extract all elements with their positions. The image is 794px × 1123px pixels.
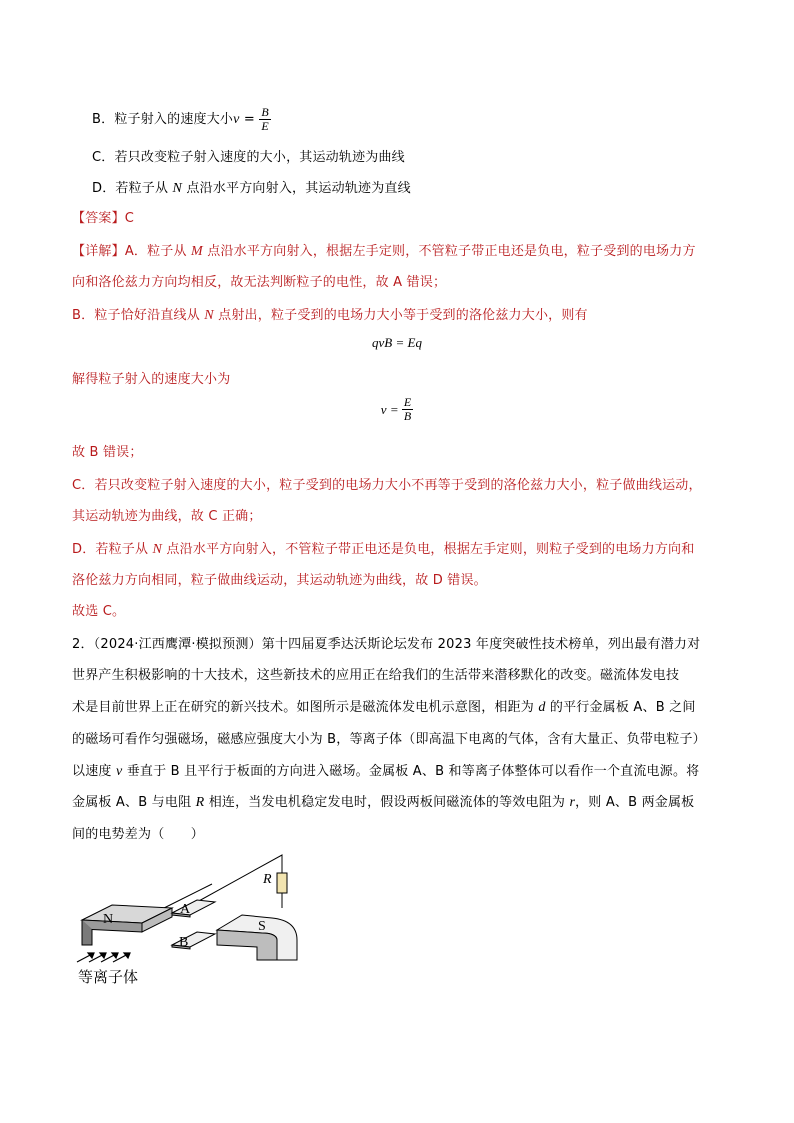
option-c: C．若只改变粒子射入速度的大小，其运动轨迹为曲线 [92, 150, 405, 165]
option-b [92, 106, 271, 133]
question2-line-4: 的磁场可看作匀强磁场，磁感应强度大小为 B，等离子体（即高温下电离的气体，含有大量正、负带电粒子） [72, 732, 706, 747]
detail-b-line-2: 解得粒子射入的速度大小为 [72, 372, 231, 387]
q2-text-2: 的平行金属板 A、B 之间 [545, 700, 696, 715]
question2-line-7: 间的电势差为（ ） [72, 827, 205, 842]
detail-a-var: M [191, 244, 203, 259]
option-d-text-2: 点沿水平方向射入，其运动轨迹为直线 [182, 181, 411, 196]
detail-b-var: N [204, 308, 214, 323]
option-d-text: D．若粒子从 [92, 181, 173, 196]
option-b-var: v [233, 112, 240, 127]
equation-1: qvB = Eq [372, 335, 422, 350]
detail-d-var: N [152, 542, 163, 557]
q2-text: 金属板 A、B 与电阻 [72, 795, 196, 810]
q2-var-r-upper: R [195, 795, 205, 810]
detail-a-text-2: 点沿水平方向射入，根据左手定则，不管粒子带正电还是负电，粒子受到的电场力方 [202, 244, 696, 259]
detail-d-text: D．若粒子从 [72, 542, 153, 557]
detail-d-text-2: 点沿水平方向射入，不管粒子带正电还是负电，根据左手定则，则粒子受到的电场力方向和 [162, 542, 695, 557]
answer: 【答案】C [72, 211, 135, 226]
label-a: A [180, 902, 191, 917]
option-b-fraction [259, 106, 271, 133]
detail-choose: 故选 C。 [72, 604, 126, 619]
detail-b-text-2: 点射出，粒子受到的电场力大小等于受到的洛伦兹力大小，则有 [213, 308, 588, 323]
q2-var-r-lower: r [569, 795, 576, 810]
equation-2-lhs: v = [380, 402, 402, 417]
fraction-denominator: E [261, 119, 269, 133]
q2-var-v: v [115, 764, 123, 779]
label-b: B [179, 935, 189, 950]
label-r: R [263, 872, 272, 887]
label-n: N [103, 912, 114, 927]
option-d [92, 177, 411, 197]
equation-2-fraction [402, 396, 413, 423]
magnet-s-front [217, 930, 277, 960]
detail-d-line-1 [72, 538, 694, 558]
question2-line-1: 2．（2024·江西鹰潭·模拟预测）第十四届夏季达沃斯论坛发布 2023 年度突破性技术榜单，列出最有潜力对 [72, 637, 701, 652]
detail-b-line-1 [72, 304, 588, 324]
fraction-numerator: E [403, 395, 412, 409]
detail-b-text: B．粒子恰好沿直线从 [72, 308, 205, 323]
detail-d-line-2: 洛伦兹力方向相同，粒子做曲线运动，其运动轨迹为曲线，故 D 错误。 [72, 573, 487, 588]
figure-caption: 等离子体 [78, 970, 139, 986]
detail-c-line-1: C．若只改变粒子射入速度的大小，粒子受到的电场力大小不再等于受到的洛伦兹力大小，粒子做曲线运动， [72, 478, 702, 493]
detail-a-line-1 [72, 240, 696, 260]
resistor-shape [277, 873, 287, 893]
detail-c-line-2: 其运动轨迹为曲线，故 C 正确； [72, 509, 262, 524]
option-d-var: N [172, 181, 183, 196]
q2-text-3: ，则 A、B 两金属板 [575, 795, 695, 810]
detail-b-line-3: 故 B 错误； [72, 445, 143, 460]
question2-line-5 [72, 760, 699, 780]
detail-a-line-2: 向和洛伦兹力方向均相反，故无法判断粒子的电性，故 A 错误； [72, 275, 447, 290]
q2-text: 以速度 [72, 764, 116, 779]
equation-2 [0, 396, 794, 423]
question2-line-6 [72, 791, 694, 811]
fraction-numerator: B [261, 105, 269, 119]
q2-text: 术是目前世界上正在研究的新兴技术。如图所示是磁流体发电机示意图，相距为 [72, 700, 539, 715]
fraction-denominator: B [403, 409, 412, 423]
plasma-arrows [77, 953, 130, 962]
plate-a [172, 900, 215, 915]
question2-line-3 [72, 696, 696, 716]
detail-a-text: A．粒子从 [124, 244, 192, 259]
detail-label: 【详解】 [72, 244, 125, 259]
option-b-eq: = [239, 112, 260, 127]
q2-var-d: d [538, 700, 546, 715]
option-b-text: B．粒子射入的速度大小 [92, 112, 234, 127]
label-s: S [258, 919, 266, 934]
question2-line-2: 世界产生积极影响的十大技术，这些新技术的应用正在给我们的生活带来潜移默化的改变。磁流体发电技 [72, 668, 680, 683]
q2-text-2: 相连，当发电机稳定发电时，假设两板间磁流体的等效电阻为 [204, 795, 570, 810]
mhd-generator-diagram [72, 850, 312, 990]
q2-text-2: 垂直于 B 且平行于板面的方向进入磁场。金属板 A、B 和等离子体整体可以看作一个直流电源。将 [122, 764, 700, 779]
